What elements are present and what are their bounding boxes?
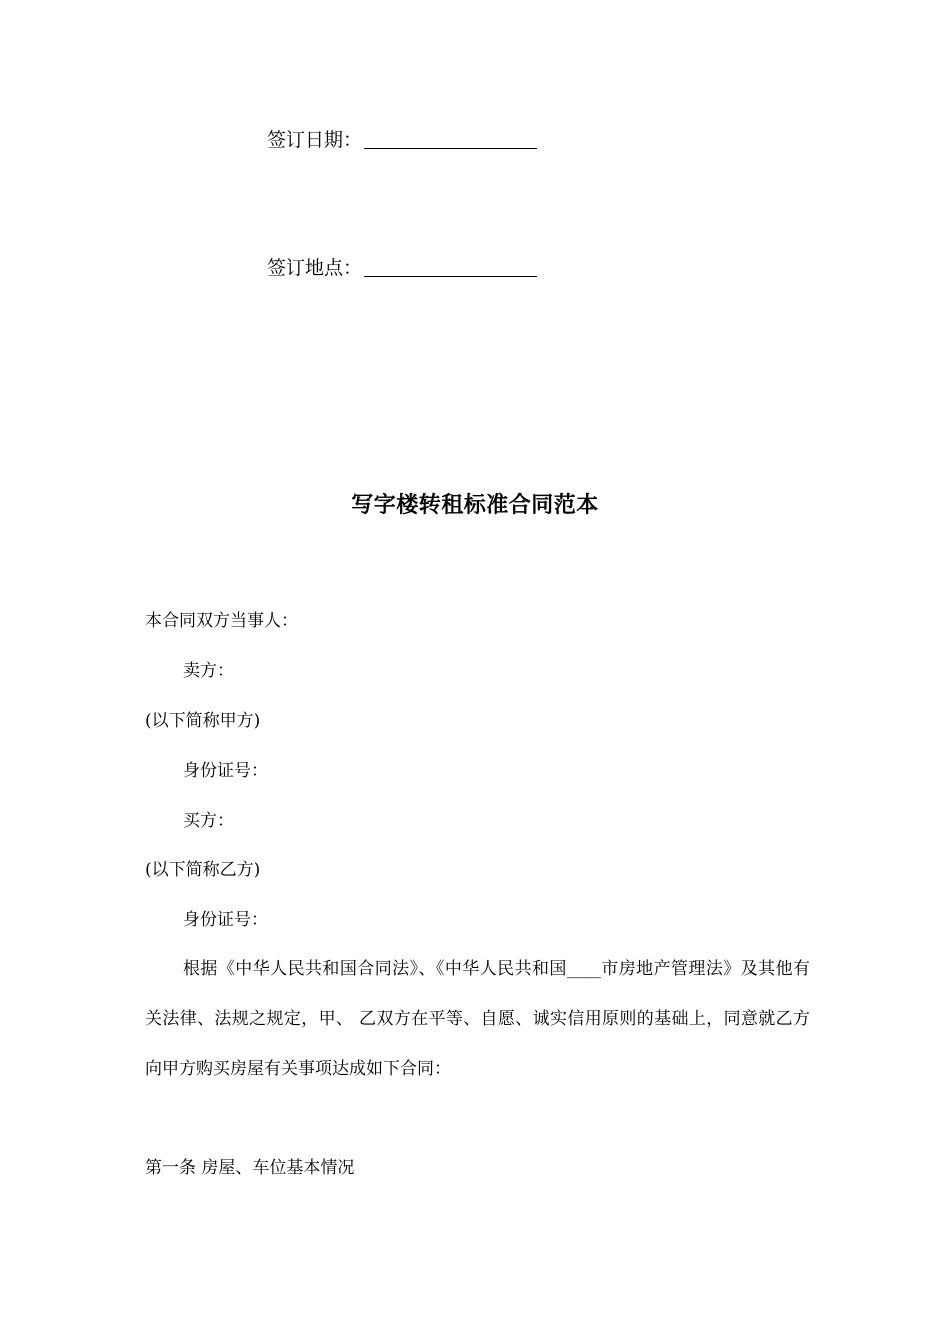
document-title: 写字楼转租标准合同范本 <box>351 492 599 518</box>
parties-intro: 本合同双方当事人： <box>145 611 298 631</box>
seller-label: 卖方： <box>183 661 234 681</box>
signing-date-label: 签订日期： <box>267 129 363 151</box>
signing-place-label: 签订地点： <box>267 257 363 279</box>
preamble-paragraph: 根据《中华人民共和国合同法》、《中华人民共和国____市房地产管理法》及其他有关法律、法规之规定，甲、 乙双方在平等、自愿、诚实信用原则的基础上，同意就乙方向甲方购买房屋有关事项达成如下合同： <box>145 959 810 1079</box>
signing-place-blank <box>364 262 537 277</box>
buyer-id-label: 身份证号： <box>183 910 268 930</box>
signing-date-line <box>267 125 537 152</box>
seller-id-label: 身份证号： <box>183 761 268 781</box>
buyer-alias: (以下简称乙方) <box>145 860 261 880</box>
seller-alias: (以下简称甲方) <box>145 711 261 731</box>
signing-place-line <box>267 253 537 280</box>
buyer-label: 买方： <box>183 811 234 831</box>
signing-date-blank <box>364 134 537 149</box>
article-1-heading: 第一条 房屋、车位基本情况 <box>145 1158 355 1178</box>
